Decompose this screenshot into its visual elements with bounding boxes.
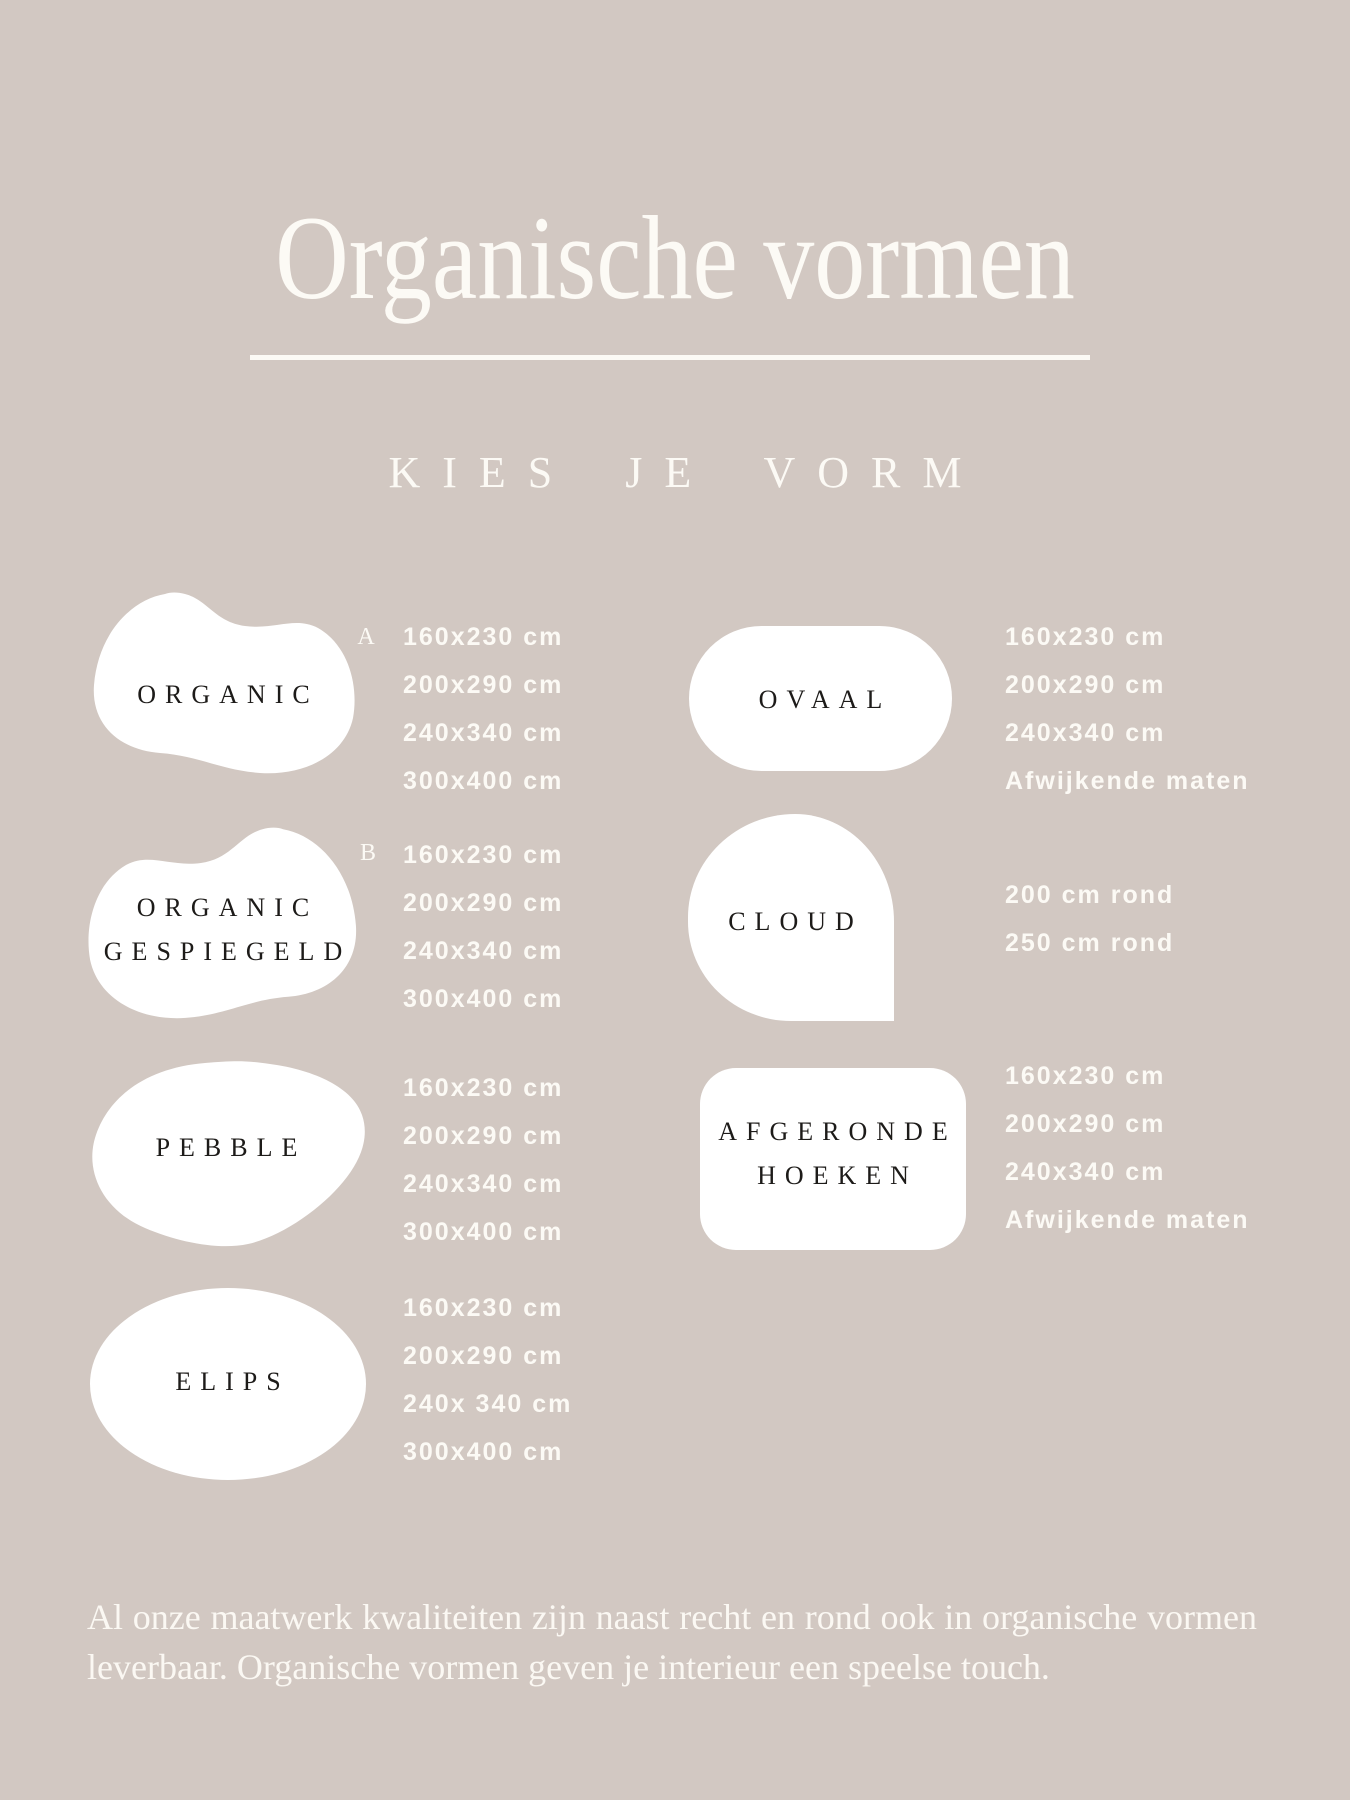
footer-text: Al onze maatwerk kwaliteiten zijn naast recht en rond ook in organische vormen leverbaar. Organische vormen geven je interieur een speelse touch. — [87, 1597, 1257, 1687]
shape-organic-gespiegeld — [86, 825, 360, 1020]
shape-organic — [90, 590, 357, 775]
shape-cloud — [688, 814, 894, 1021]
size-item: 300x400 cm — [403, 985, 564, 1013]
shape-cloud-label: CLOUD — [728, 907, 863, 936]
size-list-ovaal — [1005, 613, 1250, 805]
page-title: Organische vormen — [275, 191, 1075, 324]
size-item: 200x290 cm — [403, 889, 564, 917]
shape-pebble — [85, 1060, 368, 1248]
size-item: 200x290 cm — [403, 1342, 564, 1370]
size-item: 300x400 cm — [403, 1218, 564, 1246]
shape-organic-label: ORGANIC — [137, 680, 319, 709]
size-item: 300x400 cm — [403, 767, 564, 795]
size-item: Afwijkende maten — [1005, 767, 1250, 795]
size-list-elips — [403, 1284, 572, 1476]
page-subtitle: KIES JE VORM — [388, 448, 984, 497]
size-item: 160x230 cm — [1005, 1062, 1166, 1090]
size-item: 250 cm rond — [1005, 929, 1175, 957]
size-item: 240x340 cm — [1005, 719, 1166, 747]
size-item: 160x230 cm — [403, 1294, 564, 1322]
size-list-cloud — [1005, 871, 1174, 967]
shape-ovaal-label: OVAAL — [758, 685, 892, 714]
size-item: 160x230 cm — [403, 841, 564, 869]
size-item: 200x290 cm — [1005, 1110, 1166, 1138]
shape-afgeronde-hoeken-label-line2: HOEKEN — [757, 1161, 918, 1190]
shape-organic-gespiegeld-label-line2: GESPIEGELD — [103, 937, 352, 966]
marker-a: A — [357, 624, 375, 650]
size-item: 240x340 cm — [403, 1170, 564, 1198]
size-item: 200x290 cm — [403, 1122, 564, 1150]
size-item: 160x230 cm — [1005, 623, 1166, 651]
shape-organic-gespiegeld-label-line1: ORGANIC — [136, 893, 319, 922]
shape-elips — [90, 1288, 366, 1480]
size-item: 200x290 cm — [403, 671, 564, 699]
title-underline — [250, 355, 1090, 360]
size-item: 240x340 cm — [403, 937, 564, 965]
size-item: 200 cm rond — [1005, 881, 1175, 909]
size-item: 160x230 cm — [403, 1074, 564, 1102]
marker-b: B — [359, 840, 376, 866]
size-item: 300x400 cm — [403, 1438, 564, 1466]
size-item: 200x290 cm — [1005, 671, 1166, 699]
shape-pebble-label: PEBBLE — [155, 1133, 307, 1162]
shape-elips-label: ELIPS — [175, 1367, 290, 1396]
size-item: 240x340 cm — [403, 719, 564, 747]
size-item: 160x230 cm — [403, 623, 564, 651]
size-list-organic — [403, 613, 563, 805]
size-item: 240x340 cm — [1005, 1158, 1166, 1186]
size-list-pebble — [403, 1064, 563, 1256]
shape-afgeronde-hoeken-label-line1: AFGERONDE — [718, 1117, 957, 1146]
shape-afgeronde-hoeken — [700, 1068, 966, 1250]
size-list-afgeronde-hoeken — [1005, 1052, 1250, 1244]
size-list-organic-gespiegeld — [403, 831, 563, 1023]
size-item: Afwijkende maten — [1005, 1206, 1250, 1234]
shape-ovaal — [689, 626, 952, 771]
size-item: 240x 340 cm — [403, 1390, 573, 1418]
